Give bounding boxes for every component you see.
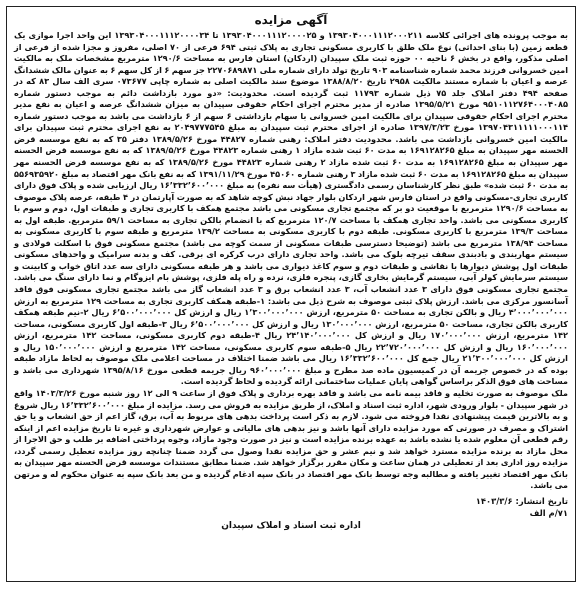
auction-notice (6, 6, 576, 582)
reference-number: ۷۱/م الف (529, 507, 568, 518)
publish-info (14, 495, 568, 519)
notice-paragraph-1: به موجب پرونده های اجرائی کلاسه ۱۳۹۳۰۴۰۰۰۱۱۱۲۰۰۰۲۱۱ و ۱۳۹۳۰۴۰۰۰۱۱۱۲۰۰۰۰۲۵ تا ۱۳۹۳۰۴۰۰۰۱۱۱۲۰۰۰۰۳۴ این واحد اجرا موازی یک قطعه زمین (با بنای احداثی) نوع ملک طلق با کاربری مسکونی تجاری به پلاک ثبتی ۶۹۴ فرعی از ۷۰ اصلی، مفروز و مجزا شده از فرعی از اصلی مذکور، واقع در بخش ۶ ناحیه ۰۰ حوزه ثبت ملک سپیدان (اردکان) استان فارس به مساحت ۱۲۹۰/۶ مترمربع مشخصات ملک به مالکیت امین خسروانی فرزند محمد شماره شناسنامه ۹۰۳ تاریخ تولد دارای شماره ملی ۲۲۷۰۶۸۹۸۷۱ جز سهم ۶ از کل سهم ۶ به عنوان مالک ششدانگ عرصه و اعیان با شماره مستند مالکیت ۲۹۵۸ تاریخ ۱۳۸۸/۸/۲۰ موضوع سند مالکیت اصلی به شماره چاپی ۰۷۳۶۷۷ سری الف سال ۸۳ که در صفحه ۴۹۴ دفتر املاک جلد ۷۵ ذیل شماره ۱۱۷۹۳ ثبت گردیده است. محدودیت: «دو مورد بازداشت دائم به موجب دستور شماره ۹۵۱۰۱۱۲۷۶۴۰۰۰۴۰۸۵ مورخ ۱۳۹۵/۵/۲۱ صادره از مدیر محترم اجرای احکام حقوقی سپیدان به میزان ششدانگ عرصه و اعیان به نفع مدیر محترم اجرای احکام حقوقی سپیدان برای مالکیت امین خسروانی با سهام بازداشتی ۶ سهم از ۶ بازداشت می باشد به موجب دستور شماره ۱۳۹۷۰۴۳۱۱۱۱۱۰۰۰۱۱۴ مورخ ۱۳۹۷/۳/۲۳ صادره از اجرای محترم ثبت سپیدان به مبلغ ۲۰۴۹۷۷۷۵۴۵ به نفع اجرای محترم ثبت سپیدان برای مالکیت امین خسروانی بازداشت می باشد. محدودیت دفتر املاک: رهنی شماره ۴۴۸۲۷ مورخ ۱۳۸۹/۵/۲۶ دفتر ۳۵ که به نفع موسسه قرض الحسنه مهر سپیدان به مبلغ ۱۶۹۱۲۸۲۶۵ به مدت ۶۰ ثبت شده مازاد ۱ رهنی شماره ۴۴۸۲۳ مورخ ۱۳۸۹/۵/۲۶ که به نفع موسسه قرض الحسنه مهر سپیدان به مبلغ ۱۶۹۱۲۸۲۶۵ به مدت ۶۰ ثبت شده مازاد ۲ رهنی شماره ۴۴۸۲۳ مورخ ۱۳۸۹/۵/۲۶ که به نفع موسسه قرض الحسنه مهر سپیدان به مبلغ ۱۶۹۱۲۸۲۶۵ به مدت ۶۰ ثبت شده مازاد ۳ رهنی شماره ۴۵۰۶۰ مورخ ۱۳۹۱/۱۱/۲۹ که به نفع بانک مهر اقتصاد به مبلغ ۵۵۶۹۳۵۹۲۰ به مدت ۶۰ ثبت شده» طبق نظر کارشناسان رسمی دادگستری (هیأت سه نفره) به مبلغ ۱۶٬۳۳۲٬۶۰۰٬۰۰۰ ریال ارزیابی شده و پلاک فوق دارای کاربری تجاری-مسکونی واقع در استان فارس شهر اردکان بلوار جهاد نبش کوچه شاهد که به صورت آپارتمان در ۴ طبقه، عرصه پلاک موصوف به مساحت ۱۲۹۰/۶ مترمربع با موقعیت دو بر که مجتمع تجاری مسکونی می باشد مجتمع همکف با کاربری تجاری و طبقات اول، دوم و سوم با کاربری مسکونی می باشد. واحد تجاری همکف با مساحت ۱۲۰/۷ مترمربع که با انضمام بالکن تجاری به مساحت ۵۹/۱ مترمربع. طبقه اول به مساحت ۱۳۹/۳ مترمربع با کاربری مسکونی. طبقه دوم با کاربری مسکونی به مساحت ۱۳۹/۲ مترمربع و طبقه سوم با کاربری مسکونی به مساحت ۱۳۸/۹۴ مترمربع می باشد (توضیحا دسترسی طبقات مسکونی از سمت کوچه می باشد) مجتمع مسکونی فوق با اسکلت فولادی و سیستم مهاربندی و بادبندی سقف تیرچه بلوک می باشد. واحد تجاری دارای درب کرکره ای برقی. کف و بدنه سرامیک و واحدهای مسکونی طبقات اول پوشش دیوارها با نقاشی و طبقات دوم و سوم کاغذ دیواری می باشد و هر طبقه مسکونی دارای سه عدد اتاق خواب و کابینت و سیستم سرمایش کولر آبی، سیستم گرمایش بخاری گازی، پنجره فلزی، نرده و راه پله فلزی، پوشش بام ایزوگام و نما دارای سنگ می باشد. مجتمع تجاری مسکونی فوق دارای ۳ عدد انشعاب آب، ۳ عدد انشعاب برق و ۳ عدد انشعاب گاز می باشد مجتمع تجاری مسکونی فوق فاقد آسانسور مرکزی می باشد. ارزش پلاک ثبتی موصوف به شرح ذیل می باشد: ۱-طبقه همکف کاربری تجاری به مساحت ۱۲۹ مترمربع به ارزش ۴٬۰۰۰٬۰۰۰٬۰۰۰ ریال و بالکن تجاری به مساحت ۵۰ مترمربع، ارزش ۱٬۳۰۰٬۰۰۰٬۰۰۰ ریال و ارزش کل ۶٬۵۰۰٬۰۰۰٬۰۰۰ ریال ۲-نیم طبقه همکف کاربری بالکن تجاری، مساحت ۵۰ مترمربع، ارزش ۱۳۰٬۰۰۰٬۰۰۰ ریال و ارزش کل ۶٬۵۰۰٬۰۰۰٬۰۰۰ ریال ۳-طبقه اول کاربری مسکونی، مساحت ۱۴۲ مترمربع، ارزش ۱۷۰٬۰۰۰٬۰۰۰ ریال و ارزش کل ۲۴٬۱۴۰٬۰۰۰٬۰۰۰ ریال ۴-طبقه دوم کاربری مسکونی، مساحت ۱۴۲ مترمربع، ارزش ۱۶۰٬۰۰۰٬۰۰۰ ریال و ارزش کل ۲۲٬۷۲۰٬۰۰۰٬۰۰۰ ریال ۵-طبقه سوم کاربری مسکونی، مساحت ۱۴۲ مترمربع و ارزش ۱۵۰٬۰۰۰٬۰۰۰ ریال و ارزش کل ۲۱٬۳۰۰٬۰۰۰٬۰۰۰ ریال جمع کل ۱۶٬۳۳۲٬۶۰۰٬۰۰۰ ریال می باشد ضمنا اختلاف در مساحت اعلامی ملک موصوف به لحاظ مازاد طبقه بوده که در خصوص جریمه آن در کمیسیون ماده صد مطرح و مبلغ ۹۶۰٬۰۰۰٬۰۰۰ ریال جریمه قطعی مورخ ۱۳۹۵/۸/۱۶ شهرداری می باشد و مساحت های فوق الذکر براساس گواهی پایان عملیات ساختمانی ارائه گردیده و لحاظ گردیده است. (14, 30, 569, 387)
publish-date: ۱۴۰۳/۳/۶ (475, 495, 513, 506)
notice-title: آگهی مزایده (254, 13, 328, 27)
issuer-signature: اداره ثبت اسناد و املاک سپیدان (221, 520, 361, 531)
notice-paragraph-2: ملک موصوف به صورت تخلیه و فاقد بیمه نامه می باشد و فاقد بهره برداری و پلاک فوق از ساعت ۹ الی ۱۲ روز شنبه مورخ ۱۴۰۳/۳/۲۶ واقع در شهر سپیدان - بلوار ورودی شهر، اداره ثبت اسناد و املاک، از طریق مزایده به فروش می رسد. مزایده از مبلغ ۱۶٬۳۳۲٬۶۰۰٬۰۰۰ ریال شروع و به بالاترین قیمت پیشنهادی نقدا فروخته می شود. لازم به ذکر است پرداخت بدهی های مربوط به آب، برق، گاز اعم از حق انشعاب و یا حق اشتراک و مصرف در صورتی که مورد مزایده دارای آنها باشد و نیز بدهی های مالیاتی و عوارض شهرداری و غیره تا تاریخ مزایده اعم از اینکه رقم قطعی آن معلوم شده یا نشده باشد به عهده برنده مزایده است و نیز در صورت وجود مازاد، وجوه پرداختی اضافه بر طلب و حق الاجرا از محل مازاد به برنده مزایده مسترد خواهد شد و نیم عشر و حق مزایده نقدا وصول می گردد ضمنا چنانچه روز مزایده تعطیل رسمی گردد، مزایده روز اداری بعد از تعطیلی در همان ساعت و مکان مقرر برگزار خواهد شد. ضمنا مطابق مستندات موسسه قرض الحسنه مهر سپیدان به بانک مهر اقتصاد تغییر یافته و مطالبه وجه توسط بانک مهر اقتصاد در بانک سپه ادغام گردیده و من بعد بانک سپه به عنوان محکوم له و مرتهن می باشد. (14, 387, 568, 491)
publish-date-label: تاریخ انتشار: (515, 495, 568, 506)
notice-body (14, 30, 568, 492)
publish-date-line (14, 495, 568, 507)
